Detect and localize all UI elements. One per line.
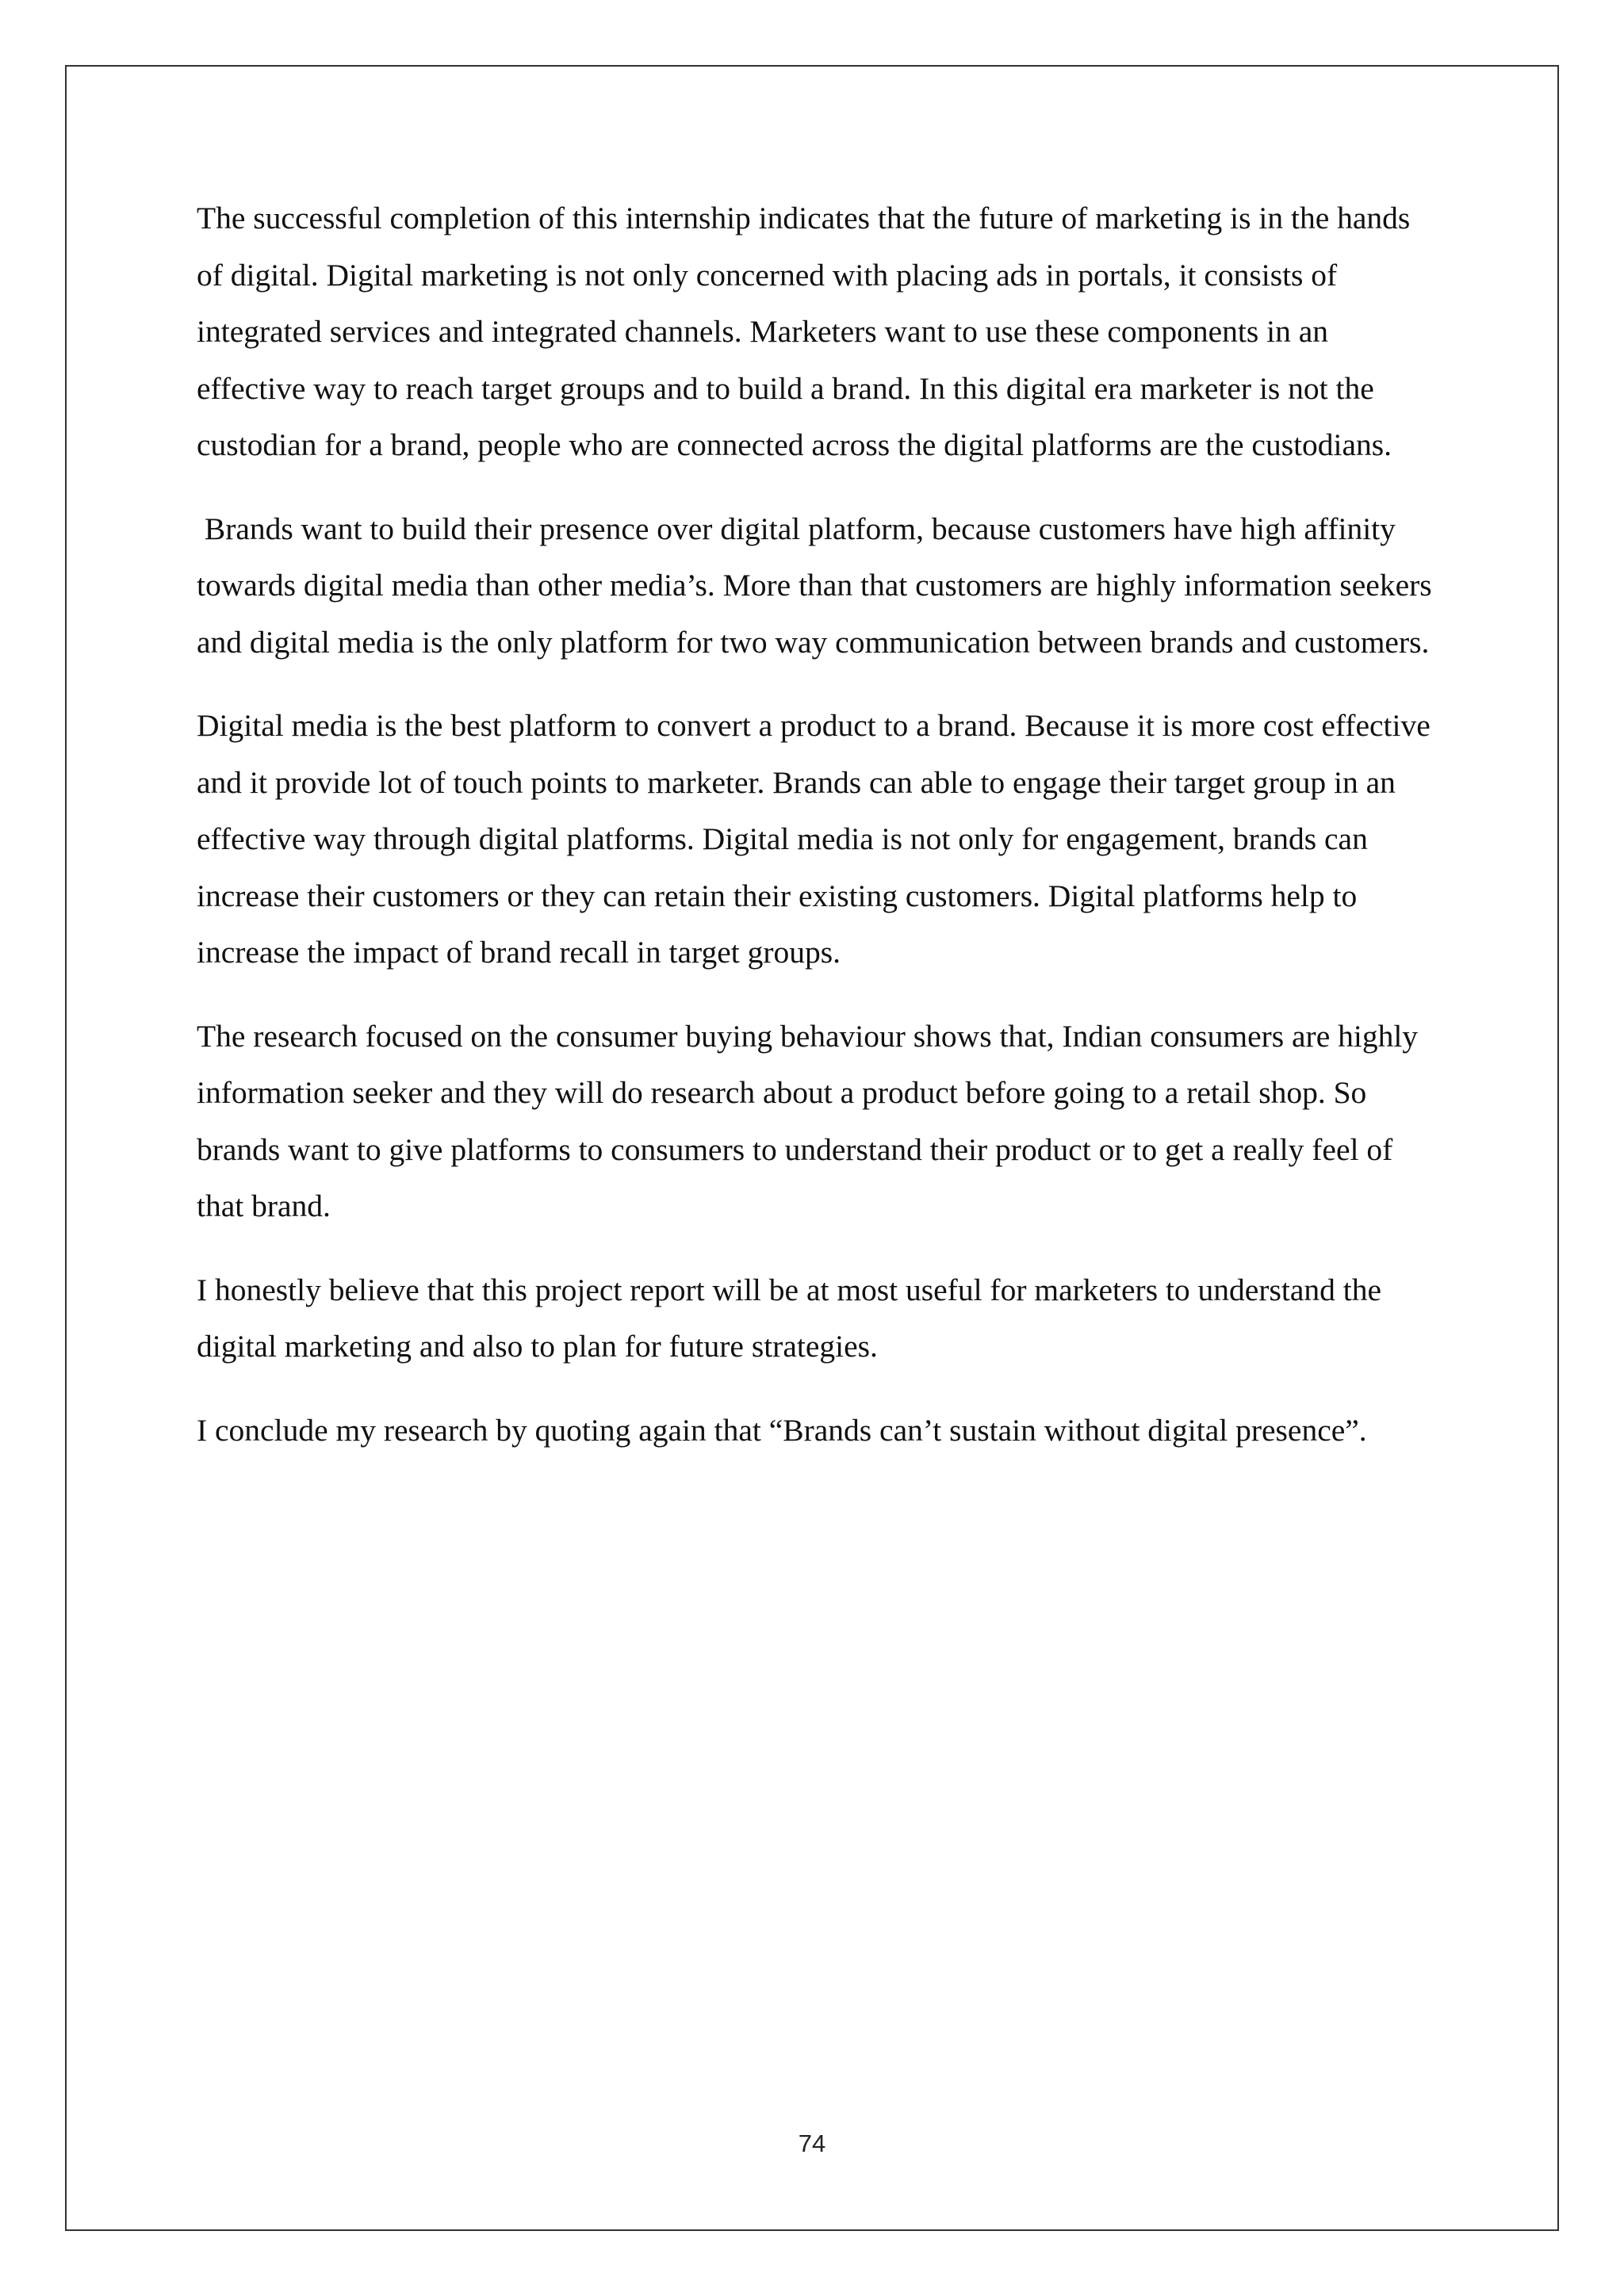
paragraph-1: The successful completion of this internship indicates that the future of marketing is in the hands of digital. Digital marketing is not only concerned with placing ads in portals, it consists of integrated services and integrated channels. Marketers want to use these components in an effective way to reach target groups and to build a brand. In this digital era marketer is not the custodian for a brand, people who are connected across the digital platforms are the custodians. — [197, 201, 1411, 462]
paragraph-3: Digital media is the best platform to convert a product to a brand. Because it is more cost effective and it provide lot of touch points to marketer. Brands can able to engage their target group in an effective way through digital platforms. Digital media is not only for engagement, brands can increase their customers or they can retain their existing customers. Digital platforms help to increase the impact of brand recall in target groups. — [197, 708, 1431, 970]
page-number: 74 — [798, 2130, 826, 2157]
paragraph-4: The research focused on the consumer buying behaviour shows that, Indian consumers are highly information seeker and they will do research about a product before going to a retail shop. So brands want to give platforms to consumers to understand their product or to get a really feel of that brand. — [197, 1018, 1419, 1223]
paragraph-6: I conclude my research by quoting again that “Brands can’t sustain without digital presence”. — [197, 1412, 1367, 1448]
paragraph-5: I honestly believe that this project report will be at most useful for marketers to understand the digital marketing and also to plan for future strategies. — [197, 1272, 1381, 1364]
paragraph-2: Brands want to build their presence over digital platform, because customers have high affinity towards digital media than other media’s. More than that customers are highly information seekers and digital media is the only platform for two way communication between brands and customers. — [197, 511, 1432, 660]
document-body — [197, 190, 1434, 1486]
